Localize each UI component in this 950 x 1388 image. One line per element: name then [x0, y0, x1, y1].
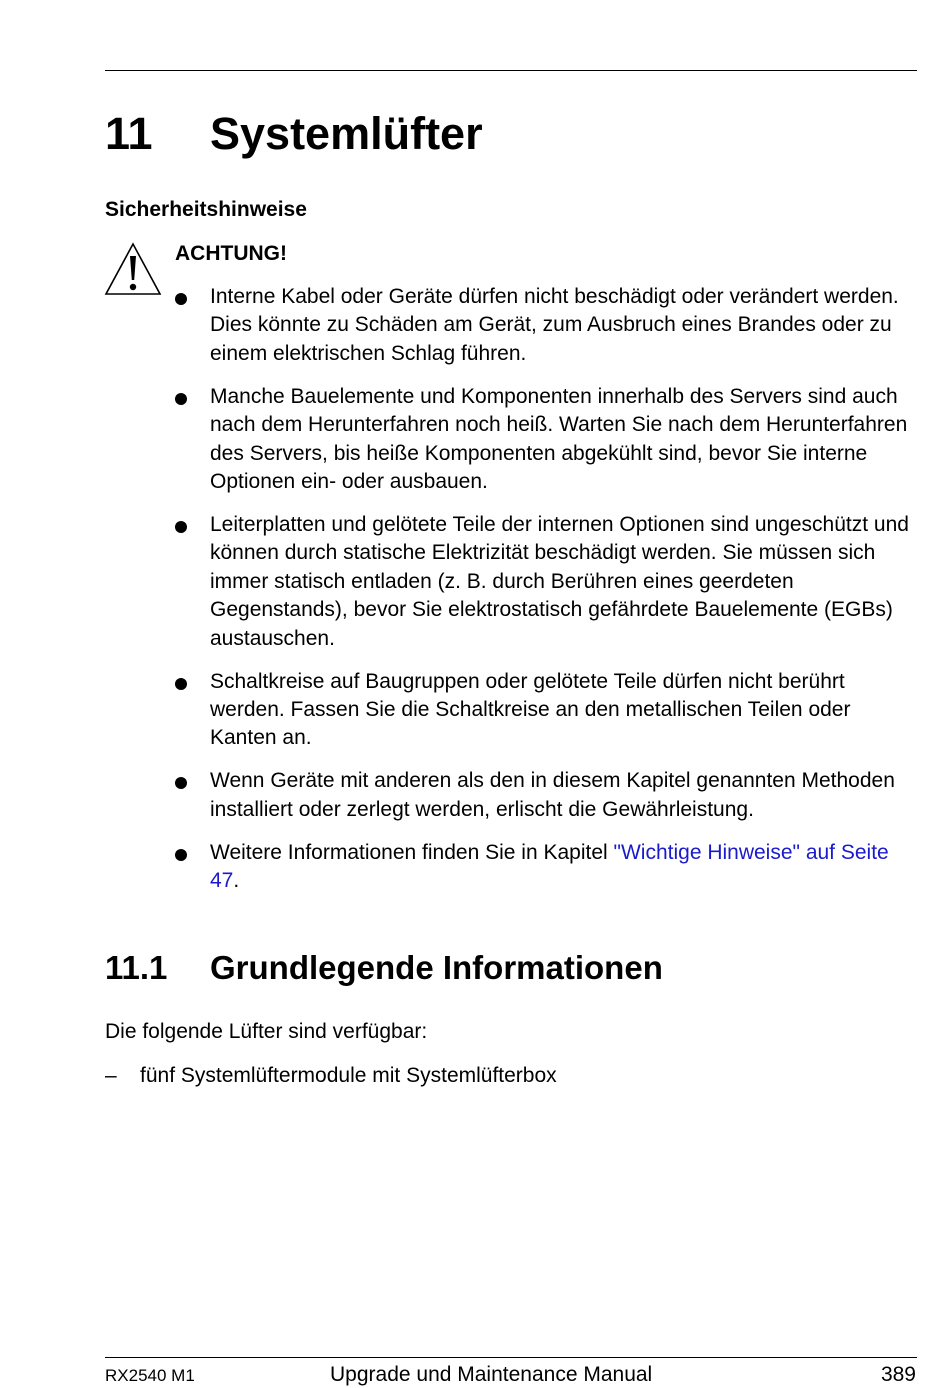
- chapter-title-text: Systemlüfter: [210, 108, 483, 159]
- footer-model: RX2540 M1: [105, 1366, 195, 1385]
- bullet-icon: [175, 777, 187, 789]
- chapter-title: [105, 108, 483, 160]
- bullet-icon: [175, 849, 187, 861]
- list-item: [105, 1062, 557, 1090]
- warning-label: ACHTUNG!: [175, 242, 287, 265]
- header-rule: [105, 70, 917, 71]
- bullet-icon: [175, 521, 187, 533]
- bullet-icon: [175, 393, 187, 405]
- footer-manual-title: Upgrade und Maintenance Manual: [330, 1363, 653, 1386]
- list-item: [175, 767, 920, 824]
- bullet-text: Interne Kabel oder Geräte dürfen nicht beschädigt oder verändert werden. Dies könnte zu Schäden am Gerät, zum Ausbruch eines Brandes oder zu einem elektrischen Schlag führen.: [210, 285, 899, 365]
- bullet-text: Wenn Geräte mit anderen als den in diesem Kapitel genannten Methoden installiert oder zerlegt werden, erlischt die Gewährleistung.: [210, 769, 895, 821]
- list-item: [175, 283, 920, 368]
- list-item: [175, 668, 920, 753]
- section-intro: Die folgende Lüfter sind verfügbar:: [105, 1020, 428, 1043]
- bullet-text-prefix: Weitere Informationen finden Sie in Kapitel: [210, 840, 614, 864]
- bullet-text: Manche Bauelemente und Komponenten innerhalb des Servers sind auch nach dem Herunterfahren noch heiß. Warten Sie nach dem Herunterfahren des Servers, bis heiße Komponenten abgekühlt sind, bevor Sie interne Optionen ein- oder ausbauen.: [210, 384, 908, 494]
- bullet-text: Schaltkreise auf Baugruppen oder gelötete Teile dürfen nicht berührt werden. Fassen Sie die Schaltkreise an den metallischen Teilen oder Kanten an.: [210, 669, 851, 750]
- list-item: [175, 839, 920, 896]
- safety-heading: Sicherheitshinweise: [105, 198, 307, 221]
- bullet-icon: [175, 293, 187, 305]
- chapter-number: 11: [105, 108, 153, 159]
- section-title: [105, 948, 663, 988]
- bullet-icon: [175, 678, 187, 690]
- list-item: [175, 383, 920, 497]
- bullet-text: Leiterplatten und gelötete Teile der internen Optionen sind ungeschützt und können durch statische Elektrizität beschädigt werden. Sie müssen sich immer statisch entladen (z. B. durch Berühren eines geerdeten Gegenstands), bevor Sie elektrostatisch gefährdete Bauelemente (EGBs) austauschen.: [210, 513, 909, 650]
- page-number: 389: [880, 1363, 916, 1386]
- important-notes-link[interactable]: "Wichtige Hinweise" auf Seite 47: [210, 840, 889, 893]
- bullet-text-suffix: .: [233, 869, 240, 893]
- section-number: 11.1: [105, 949, 168, 986]
- dash-marker: –: [105, 1064, 117, 1087]
- list-item: [175, 511, 920, 653]
- section-title-text: Grundlegende Informationen: [210, 949, 663, 986]
- safety-bullet-list: [175, 283, 920, 910]
- warning-triangle-icon: [103, 240, 163, 298]
- footer-rule: [105, 1357, 917, 1358]
- list-item-text: fünf Systemlüftermodule mit Systemlüfterbox: [140, 1064, 557, 1087]
